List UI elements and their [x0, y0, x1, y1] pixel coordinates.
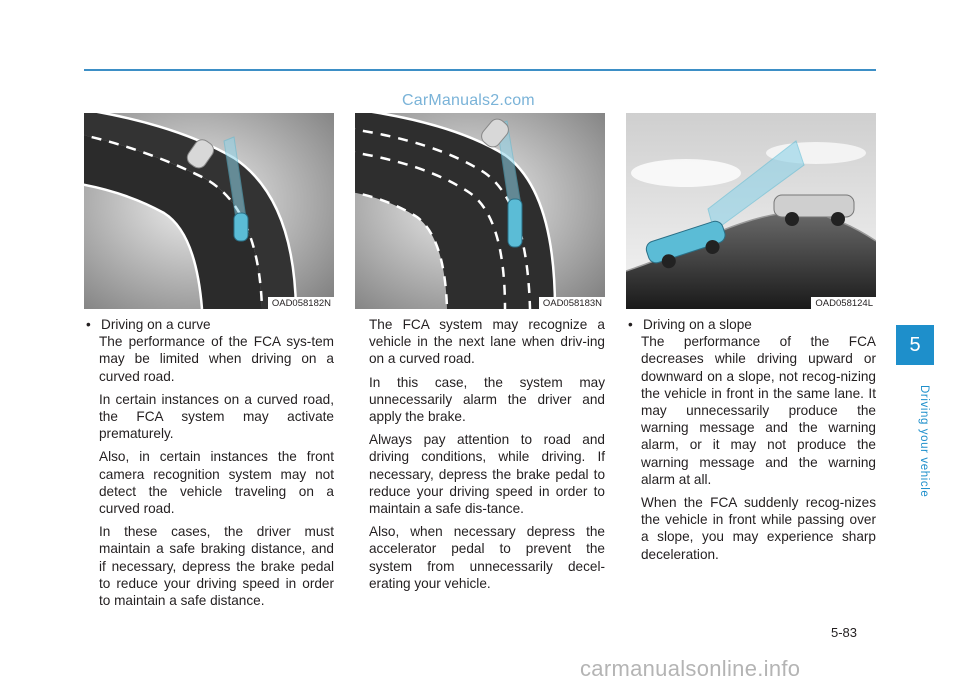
figure-code: OAD058124L: [811, 297, 876, 309]
bullet-heading: Driving on a slope: [643, 317, 752, 332]
figure-code: OAD058182N: [268, 297, 334, 309]
header-rule: [84, 69, 876, 71]
paragraph: Also, when necessary depress the accelerator pedal to prevent the system from unnecessarily decel-erating your vehicle.: [369, 524, 605, 591]
paragraph: The FCA system may recognize a vehicle in the next lane when driv-ing on a curved road.: [369, 317, 605, 367]
paragraph: In certain instances on a curved road, the FCA system may activate prematurely.: [99, 391, 334, 442]
paragraph: In these cases, the driver must maintain a safe braking distance, and if necessary, depress the brake pedal to reduce your driving speed in order to maintain a safe distance.: [99, 524, 334, 609]
figure-curve-2: [355, 113, 605, 309]
paragraph: Also, in certain instances the front camera recognition system may not detect the vehicle traveling on a curved road.: [99, 449, 334, 517]
bullet-icon: •: [628, 317, 633, 332]
watermark-bottom: carmanualsonline.info: [580, 656, 801, 681]
chapter-label: Driving your vehicle: [918, 384, 930, 498]
column-3: [626, 316, 876, 569]
figure-slope: [626, 113, 876, 309]
bullet-item: [84, 316, 334, 333]
column-2: [369, 316, 605, 598]
watermark-top: CarManuals2.com: [402, 92, 535, 109]
paragraph: When the FCA suddenly recog-nizes the vehicle in front while passing over a slope, you may experience sharp deceleration.: [641, 495, 876, 562]
page-number: 5-83: [831, 625, 858, 640]
curve-illustration: [84, 113, 334, 309]
bullet-item: [626, 316, 876, 333]
figure-curve-1: [84, 113, 334, 309]
column-1: [84, 316, 334, 615]
bullet-heading: Driving on a curve: [101, 317, 211, 332]
paragraph: The performance of the FCA decreases while driving upward or downward on a slope, not recog-nizing the vehicle in front in the same lane. It may unnecessarily produce the warning message and the warning alarm, or it may not produce the warning message and the warning alarm at all.: [641, 334, 876, 487]
slope-illustration: [626, 113, 876, 309]
paragraph: Always pay attention to road and driving conditions, while driving. If necessary, depress the brake pedal to reduce your driving speed in order to maintain a safe dis-tance.: [369, 432, 605, 517]
paragraph: The performance of the FCA sys-tem may be limited when driving on a curved road.: [99, 334, 334, 384]
figure-code: OAD058183N: [539, 297, 605, 309]
paragraph: In this case, the system may unnecessarily alarm the driver and apply the brake.: [369, 374, 605, 425]
bullet-icon: •: [86, 317, 91, 332]
curve-next-lane-illustration: [355, 113, 605, 309]
chapter-tab: 5: [896, 325, 934, 365]
